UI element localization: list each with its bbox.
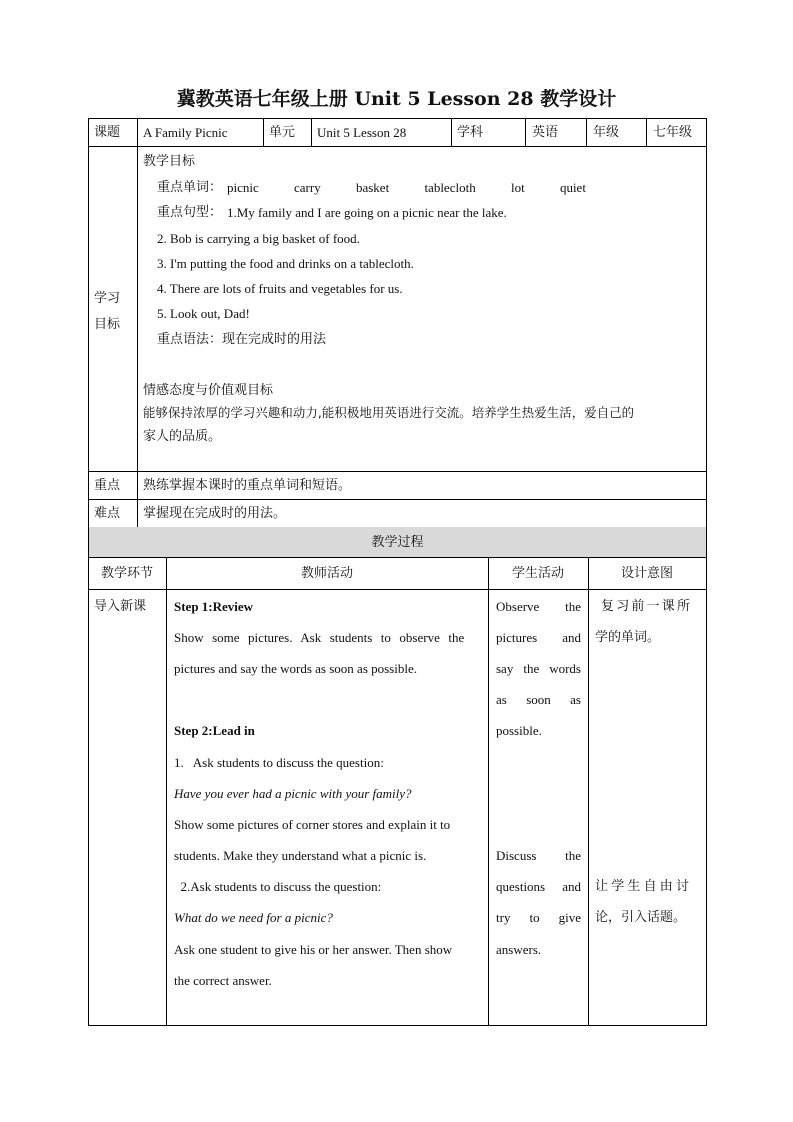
row-divider: [88, 499, 707, 500]
row-divider: [88, 589, 707, 590]
objectives-label: 目标: [94, 317, 121, 332]
vocab-word: lot: [510, 180, 525, 195]
word: say: [496, 661, 514, 676]
process-heading: 教学过程: [371, 535, 424, 550]
column-divider: [311, 118, 312, 146]
emotion-text: 能够保持浓厚的学习兴趣和动力,能积极地用英语进行交流。培养学生热爱生活，爱自己的: [143, 405, 635, 420]
student-activity-line: [496, 630, 581, 646]
vocab-list: [227, 180, 586, 196]
vocab-label: 重点单词：: [157, 180, 223, 195]
label-subject: 学科: [457, 125, 484, 140]
step2-line: Ask one student to give his or her answer. Then show: [174, 942, 453, 957]
word: as: [496, 692, 507, 707]
word: the: [523, 661, 540, 676]
step2-title: Step 2:Lead in: [174, 723, 255, 738]
key-point-text: 熟练掌握本课时的重点单词和短语。: [143, 478, 352, 493]
table-border-right: [706, 527, 707, 1026]
stage-name: 导入新课: [94, 599, 147, 614]
student-activity-line: [496, 910, 581, 926]
student-activity-line: [496, 661, 581, 677]
column-divider: [263, 118, 264, 146]
student-activity-line: [496, 692, 581, 708]
vocab-word: basket: [355, 180, 390, 195]
subject-value: 英语: [532, 125, 559, 140]
objectives-label: 学习: [94, 291, 121, 306]
table-border-top: [88, 118, 707, 119]
word: and: [562, 879, 581, 894]
key-point-label: 重点: [94, 478, 121, 493]
step1-line: Show some pictures. Ask students to observe the: [174, 630, 465, 645]
student-activity-line: [496, 879, 581, 895]
difficulty-text: 掌握现在完成时的用法。: [143, 506, 287, 521]
design-intent-line: 论，引入话题。: [595, 910, 687, 925]
word: to: [529, 910, 540, 925]
column-header-teacher: 教师活动: [300, 566, 353, 581]
row-divider: [88, 557, 707, 558]
objectives-heading: 教学目标: [143, 154, 196, 169]
column-divider: [646, 118, 647, 146]
grade-value: 七年级: [653, 125, 693, 140]
design-intent-line: 复习前一课所: [601, 599, 693, 614]
topic-value: A Family Picnic: [143, 125, 228, 140]
step2-item2: 2.Ask students to discuss the question:: [174, 879, 382, 894]
word: words: [549, 661, 581, 676]
column-header-student: 学生活动: [511, 566, 564, 581]
vocab-word: quiet: [559, 180, 586, 195]
step2-line: students. Make they understand what a picnic is.: [174, 848, 427, 863]
column-divider: [166, 557, 167, 1026]
column-divider: [137, 118, 138, 527]
word: try: [496, 910, 511, 925]
question-2: What do we need for a picnic?: [174, 910, 333, 925]
row-divider: [88, 471, 707, 472]
vocab-word: carry: [294, 180, 321, 195]
word: Discuss: [496, 848, 537, 863]
label-topic: 课题: [94, 125, 121, 140]
label-grade: 年级: [593, 125, 620, 140]
document-title: 冀教英语七年级上册 Unit 5 Lesson 28 教学设计: [176, 88, 617, 110]
table-border-left: [88, 527, 89, 1026]
sentence-label: 重点句型：: [157, 205, 223, 220]
step2-line: Show some pictures of corner stores and explain it to: [174, 817, 451, 832]
row-divider: [88, 146, 707, 147]
student-activity-line: [496, 599, 581, 615]
question-1: Have you ever had a picnic with your family?: [174, 786, 412, 801]
word: the: [565, 848, 581, 863]
unit-value: Unit 5 Lesson 28: [317, 125, 407, 140]
word: give: [558, 910, 581, 925]
student-activity-line: possible.: [496, 723, 542, 738]
design-intent-line: 学的单词。: [595, 630, 661, 645]
word: questions: [496, 879, 546, 894]
word: Observe: [496, 599, 540, 614]
step1-line: pictures and say the words as soon as possible.: [174, 661, 417, 676]
column-header-intent: 设计意图: [620, 566, 673, 581]
column-header-stage: 教学环节: [100, 566, 153, 581]
difficulty-label: 难点: [94, 506, 121, 521]
key-sentence: 3. I'm putting the food and drinks on a tablecloth.: [157, 256, 414, 271]
step1-title: Step 1:Review: [174, 599, 254, 614]
table-border-left: [88, 118, 89, 527]
key-sentence: 5. Look out, Dad!: [157, 306, 250, 321]
column-divider: [525, 118, 526, 146]
table-border-right: [706, 118, 707, 527]
step2-item1: 1. Ask students to discuss the question:: [174, 755, 384, 770]
label-unit: 单元: [269, 125, 296, 140]
grammar-point: 重点语法：现在完成时的用法: [157, 332, 327, 347]
key-sentence: 1.My family and I are going on a picnic near the lake.: [227, 205, 507, 220]
column-divider: [588, 557, 589, 1026]
key-sentence: 4. There are lots of fruits and vegetables for us.: [157, 281, 403, 296]
word: and: [562, 630, 581, 645]
step2-line: the correct answer.: [174, 973, 272, 988]
design-intent-line: 让学生自由讨: [595, 879, 693, 894]
emotion-heading: 情感态度与价值观目标: [143, 383, 274, 398]
word: pictures: [496, 630, 538, 645]
emotion-text: 家人的品质。: [143, 429, 222, 444]
student-activity-line: [496, 848, 581, 864]
word: the: [565, 599, 581, 614]
vocab-word: picnic: [227, 180, 259, 195]
vocab-word: tablecloth: [424, 180, 476, 195]
word: as: [570, 692, 581, 707]
student-activity-line: answers.: [496, 942, 542, 957]
table-border-bottom: [88, 1025, 707, 1026]
column-divider: [451, 118, 452, 146]
word: soon: [526, 692, 551, 707]
column-divider: [488, 557, 489, 1026]
column-divider: [586, 118, 587, 146]
key-sentence: 2. Bob is carrying a big basket of food.: [157, 231, 360, 246]
